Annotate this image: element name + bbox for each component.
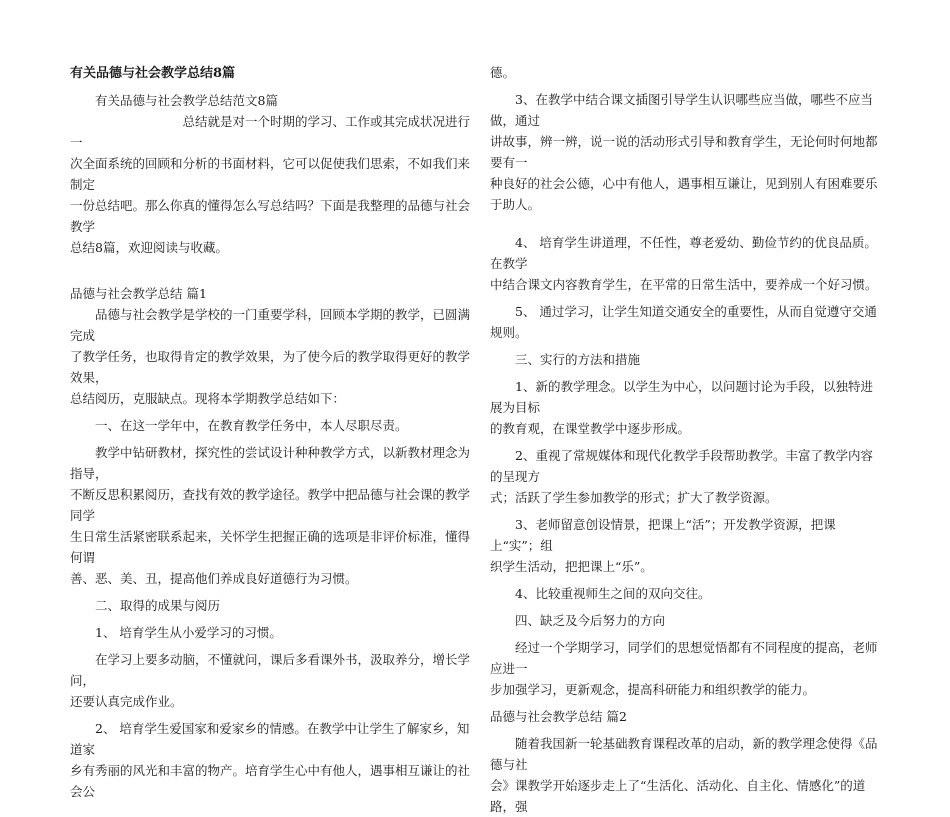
paragraph-line: 德。 xyxy=(490,65,516,80)
spacer xyxy=(490,215,885,232)
paragraph-line: 中结合课文内容教育学生，在平常的日常生活中，要养成一个好习惯。 xyxy=(490,277,878,292)
paragraph-line: 还要认真完成作业。 xyxy=(70,694,183,709)
paragraph-line: 步加强学习，更新观念，提高科研能力和组织教学的能力。 xyxy=(490,682,816,697)
paragraph-line: 生日常生活紧密联系起来，关怀学生把握正确的选项是非评价标准，懂得何谓 xyxy=(70,529,471,565)
right-column xyxy=(490,62,885,817)
section-heading-2: 品德与社会教学总结 篇2 xyxy=(490,709,627,724)
subsection-heading: 一、在这一学年中，在教育教学任务中，本人尽职尽责。 xyxy=(95,418,408,433)
paragraph-line: 随着我国新一轮基础教育课程改革的启动，新的教学理念使得《品德与社 xyxy=(490,736,878,772)
paragraph-line: 教学中钻研教材，探究性的尝试设计种种教学方式，以新教材理念为指导， xyxy=(70,445,471,481)
paragraph-line: 了教学任务，也取得肯定的教学效果，为了使今后的教学取得更好的教学效果， xyxy=(70,349,471,385)
paragraph-line: 的教育观，在课堂教学中逐步形成。 xyxy=(490,421,691,436)
intro-line: 一份总结吧。那么你真的懂得怎么写总结吗？下面是我整理的品德与社会教学 xyxy=(70,198,471,234)
intro-line: 总结就是对一个时期的学习、工作或其完成状况进行一 xyxy=(70,114,471,150)
paragraph-line: 织学生活动，把把课上“乐”。 xyxy=(490,559,653,574)
intro-line: 次全面系统的回顾和分析的书面材料，它可以促使我们思索，不如我们来制定 xyxy=(70,156,471,192)
paragraph-line: 经过一个学期学习，同学们的思想觉悟都有不同程度的提高，老师应进一 xyxy=(490,640,878,676)
section-heading-1: 品德与社会教学总结 篇1 xyxy=(70,286,207,301)
paragraph-line: 品德与社会教学是学校的一门重要学科，回顾本学期的教学，已圆满完成 xyxy=(70,307,471,343)
list-item: 2、 培育学生爱国家和爱家乡的情感。在教学中让学生了解家乡，知道家 xyxy=(70,721,470,757)
paragraph-line: 不断反思积累阅历，查找有效的教学途径。教学中把品德与社会课的教学同学 xyxy=(70,487,471,523)
spacer xyxy=(70,275,470,283)
paragraph-line: 讲故事，辨一辨，说一说的活动形式引导和教育学生，无论何时何地都要有一 xyxy=(490,134,878,170)
list-item: 5、 通过学习，让学生知道交通安全的重要性，从而自觉遵守交通规则。 xyxy=(490,304,877,340)
paragraph-line: 种良好的社会公德，心中有他人，遇事相互谦让，见到别人有困难要乐于助人。 xyxy=(490,176,878,212)
document-subtitle: 有关品德与社会教学总结范文8篇 xyxy=(95,93,278,108)
intro-line: 总结8篇，欢迎阅读与收藏。 xyxy=(70,240,228,255)
list-item: 3、在教学中结合课文插图引导学生认识哪些应当做，哪些不应当做，通过 xyxy=(490,92,873,128)
subsection-heading: 四、缺乏及今后努力的方向 xyxy=(515,613,666,628)
paragraph-line: 在学习上要多动脑，不懂就问，课后多看课外书，汲取养分，增长学问， xyxy=(70,652,471,688)
subsection-heading: 二、取得的成果与阅历 xyxy=(95,598,221,613)
subsection-heading: 三、实行的方法和措施 xyxy=(515,352,641,367)
paragraph-line: 式；活跃了学生参加教学的形式；扩大了教学资源。 xyxy=(490,490,778,505)
paragraph-line: 乡有秀丽的风光和丰富的物产。培育学生心中有他人，遇事相互谦让的社会公 xyxy=(70,763,471,799)
document-title: 有关品德与社会教学总结8篇 xyxy=(70,66,236,81)
list-item: 4、 培育学生讲道理，不任性，尊老爱幼、勤俭节约的优良品质。在教学 xyxy=(490,235,877,271)
list-item: 3、老师留意创设情景，把课上“活”；开发教学资源，把课上“实”；组 xyxy=(490,517,836,553)
spacer xyxy=(70,258,470,275)
list-item: 1、新的教学理念。以学生为中心，以问题讨论为手段，以独特进展为目标 xyxy=(490,379,873,415)
left-column xyxy=(70,62,470,802)
paragraph-line: 会》课教学开始逐步走上了“生活化、活动化、自主化、情感化”的道路，强 xyxy=(490,778,866,814)
paragraph-line: 善、恶、美、丑，提高他们养成良好道德行为习惯。 xyxy=(70,571,358,586)
list-item: 2、重视了常规媒体和现代化教学手段帮助教学。丰富了教学内容的呈现方 xyxy=(490,448,873,484)
paragraph-line: 总结阅历，克服缺点。现将本学期教学总结如下： xyxy=(70,391,346,406)
list-item: 1、 培育学生从小爱学习的习惯。 xyxy=(95,625,282,640)
list-item: 4、比较重视师生之间的双向交往。 xyxy=(515,586,711,601)
